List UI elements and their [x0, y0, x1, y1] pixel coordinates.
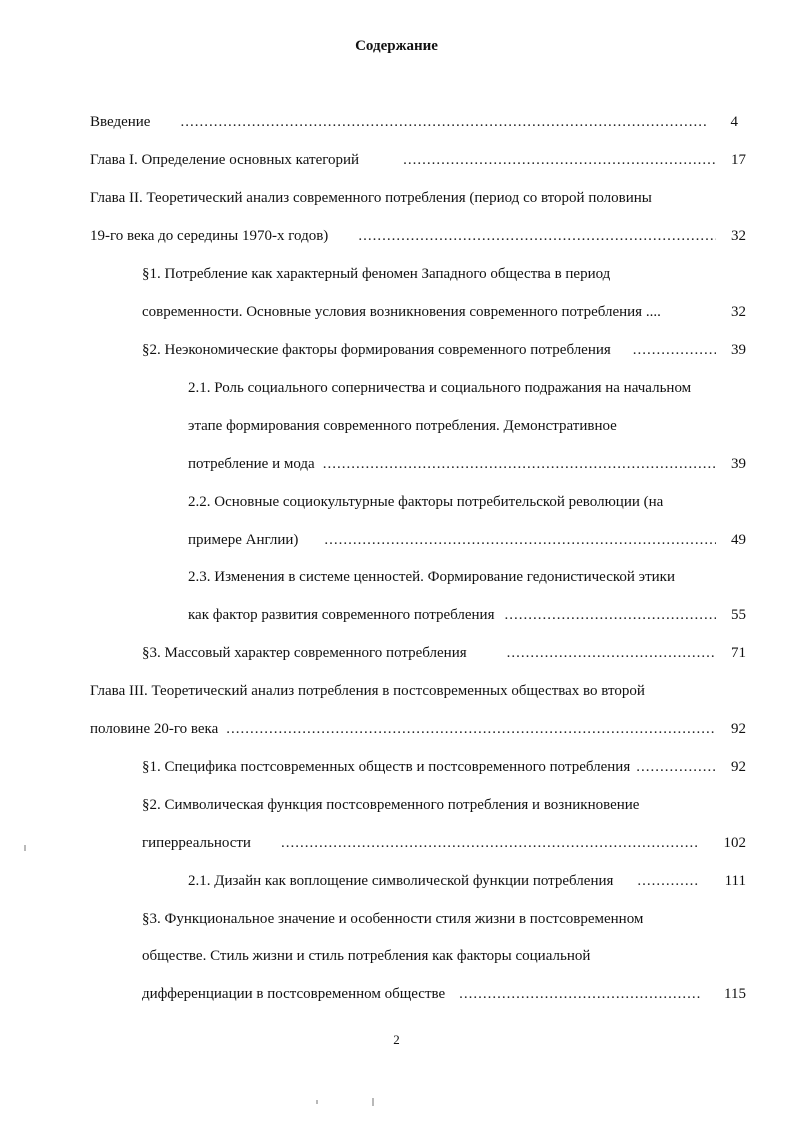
- toc-entry-text: §3. Массовый характер современного потребления: [142, 645, 467, 661]
- toc-entry-chapter-2: [90, 225, 746, 247]
- toc-page-number: 17: [731, 152, 746, 168]
- toc-page-number: 92: [731, 721, 746, 737]
- toc-entry-text: обществе. Стиль жизни и стиль потребления как факторы социальной: [142, 948, 591, 964]
- toc-entry-section-1: [142, 301, 746, 323]
- scan-artifact: [316, 1100, 318, 1104]
- scan-artifact: [24, 845, 26, 851]
- toc-entry-text: Глава II. Теоретический анализ современного потребления (период со второй половины: [90, 190, 652, 206]
- toc-entry-chapter-1: [90, 149, 746, 171]
- toc-entry-subsection-2-3: [188, 604, 746, 626]
- toc-entry-text: §1. Потребление как характерный феномен Западного общества в период: [142, 266, 611, 282]
- toc-entry-section-3-1: [142, 756, 746, 778]
- toc-entry-chapter-3: [90, 718, 746, 740]
- dot-leader: [180, 111, 708, 133]
- toc-entry-section-2: [142, 339, 746, 361]
- toc-entry-text: 2.1. Дизайн как воплощение символической функции потребления: [188, 873, 614, 889]
- toc-page-number: 102: [723, 835, 746, 851]
- dot-leader: [324, 529, 716, 551]
- dot-leader: [281, 832, 700, 854]
- toc-page-number: 39: [731, 342, 746, 358]
- toc-entry-section-3-2: [142, 832, 746, 854]
- toc-page-number: 39: [731, 456, 746, 472]
- toc-entry-text: §3. Функциональное значение и особенности стиля жизни в постсовременном: [142, 911, 644, 927]
- toc-entry-subsection-3-2-1: [188, 870, 746, 892]
- toc-page-number: 55: [731, 607, 746, 623]
- toc-entry-text: 2.3. Изменения в системе ценностей. Формирование гедонистической этики: [188, 569, 675, 585]
- toc-entry-text: этапе формирования современного потребления. Демонстративное: [188, 418, 617, 434]
- toc-entry-subsection-2-2: [188, 529, 746, 551]
- toc-entry-text: §1. Специфика постсовременных обществ и постсовременного потребления: [142, 759, 631, 775]
- toc-entry-text: Глава III. Теоретический анализ потребления в постсовременных обществах во второй: [90, 683, 645, 699]
- toc-page-number: 49: [731, 532, 746, 548]
- toc-entry-section-3: [142, 642, 746, 664]
- dot-leader: [637, 870, 700, 892]
- toc-entry-text: современности. Основные условия возникновения современного потребления ....: [142, 304, 661, 320]
- toc-page-number: 32: [731, 228, 746, 244]
- dot-leader: [633, 339, 716, 361]
- page-number: 2: [393, 1032, 400, 1047]
- toc-entry-text: §2. Неэкономические факторы формирования современного потребления: [142, 342, 611, 358]
- dot-leader: [636, 756, 716, 778]
- dot-leader: [323, 453, 716, 475]
- scan-artifact: [372, 1098, 374, 1106]
- toc-entry-text: §2. Символическая функция постсовременного потребления и возникновение: [142, 797, 640, 813]
- toc-entry-text: как фактор развития современного потребления: [188, 607, 495, 623]
- toc-page-number: 71: [731, 645, 746, 661]
- dot-leader: [459, 983, 700, 1005]
- toc-entry-text: потребление и мода: [188, 456, 315, 472]
- toc-entry-text: гиперреальности: [142, 835, 251, 851]
- toc-page-number: 4: [730, 114, 738, 130]
- dot-leader: [358, 225, 716, 247]
- toc-entry-text: дифференциации в постсовременном обществе: [142, 986, 446, 1002]
- toc-page-number: 115: [724, 986, 746, 1002]
- toc-entry-section-3-3: [142, 983, 746, 1005]
- toc-entry-text: 2.1. Роль социального соперничества и социального подражания на начальном: [188, 380, 692, 396]
- toc-page-number: 92: [731, 759, 746, 775]
- dot-leader: [226, 718, 716, 740]
- page-title: Содержание: [355, 38, 438, 54]
- toc-entry-subsection-2-1: [188, 453, 746, 475]
- toc-entry-text: Глава I. Определение основных категорий: [90, 152, 360, 168]
- dot-leader: [403, 149, 716, 171]
- toc-entry-introduction: [90, 111, 738, 133]
- toc-entry-text: половине 20-го века: [90, 721, 219, 737]
- toc-page-number: 32: [731, 304, 746, 320]
- dot-leader: [504, 604, 716, 626]
- dot-leader: [507, 642, 716, 664]
- toc-entry-text: примере Англии): [188, 532, 299, 548]
- toc-entry-text: 2.2. Основные социокультурные факторы потребительской революции (на: [188, 494, 664, 510]
- toc-entry-text: 19-го века до середины 1970-х годов): [90, 228, 329, 244]
- toc-page-number: 111: [724, 873, 746, 889]
- toc-entry-text: Введение: [90, 114, 151, 130]
